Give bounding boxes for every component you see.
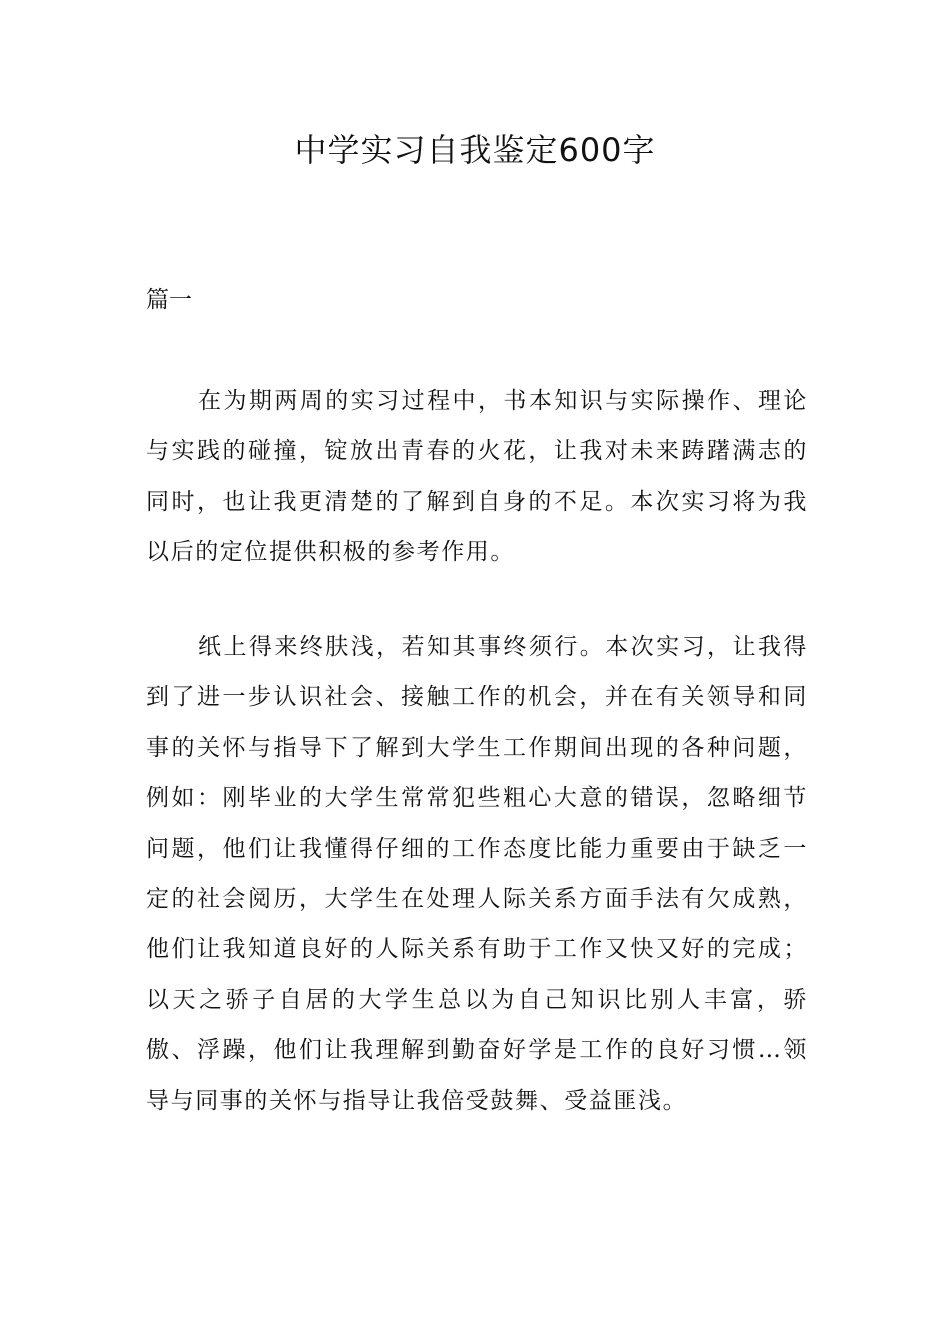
paragraph-2: 纸上得来终肤浅，若知其事终须行。本次实习，让我得到了进一步认识社会、接触工作的机会，并在有关领导和同事的关怀与指导下了解到大学生工作期间出现的各种问题，例如：刚毕业的大学生常常犯些粗心大意的错误，忽略细节问题，他们让我懂得仔细的工作态度比能力重要由于缺乏一定的社会阅历，大学生在处理人际关系方面手法有欠成熟，他们让我知道良好的人际关系有助于工作又快又好的完成；以天之骄子自居的大学生总以为自己知识比别人丰富，骄傲、浮躁，他们让我理解到勤奋好学是工作的良好习惯…领导与同事的关怀与指导让我倍受鼓舞、受益匪浅。: [146, 634, 808, 1114]
paragraph-1: 在为期两周的实习过程中，书本知识与实际操作、理论与实践的碰撞，锭放出青春的火花，让我对未来踌躇满志的同时，也让我更清楚的了解到自身的不足。本次实习将为我以后的定位提供积极的参考作用。: [146, 388, 808, 566]
section-label: 篇一: [146, 287, 192, 313]
document-title: 中学实习自我鉴定600字: [294, 131, 656, 169]
